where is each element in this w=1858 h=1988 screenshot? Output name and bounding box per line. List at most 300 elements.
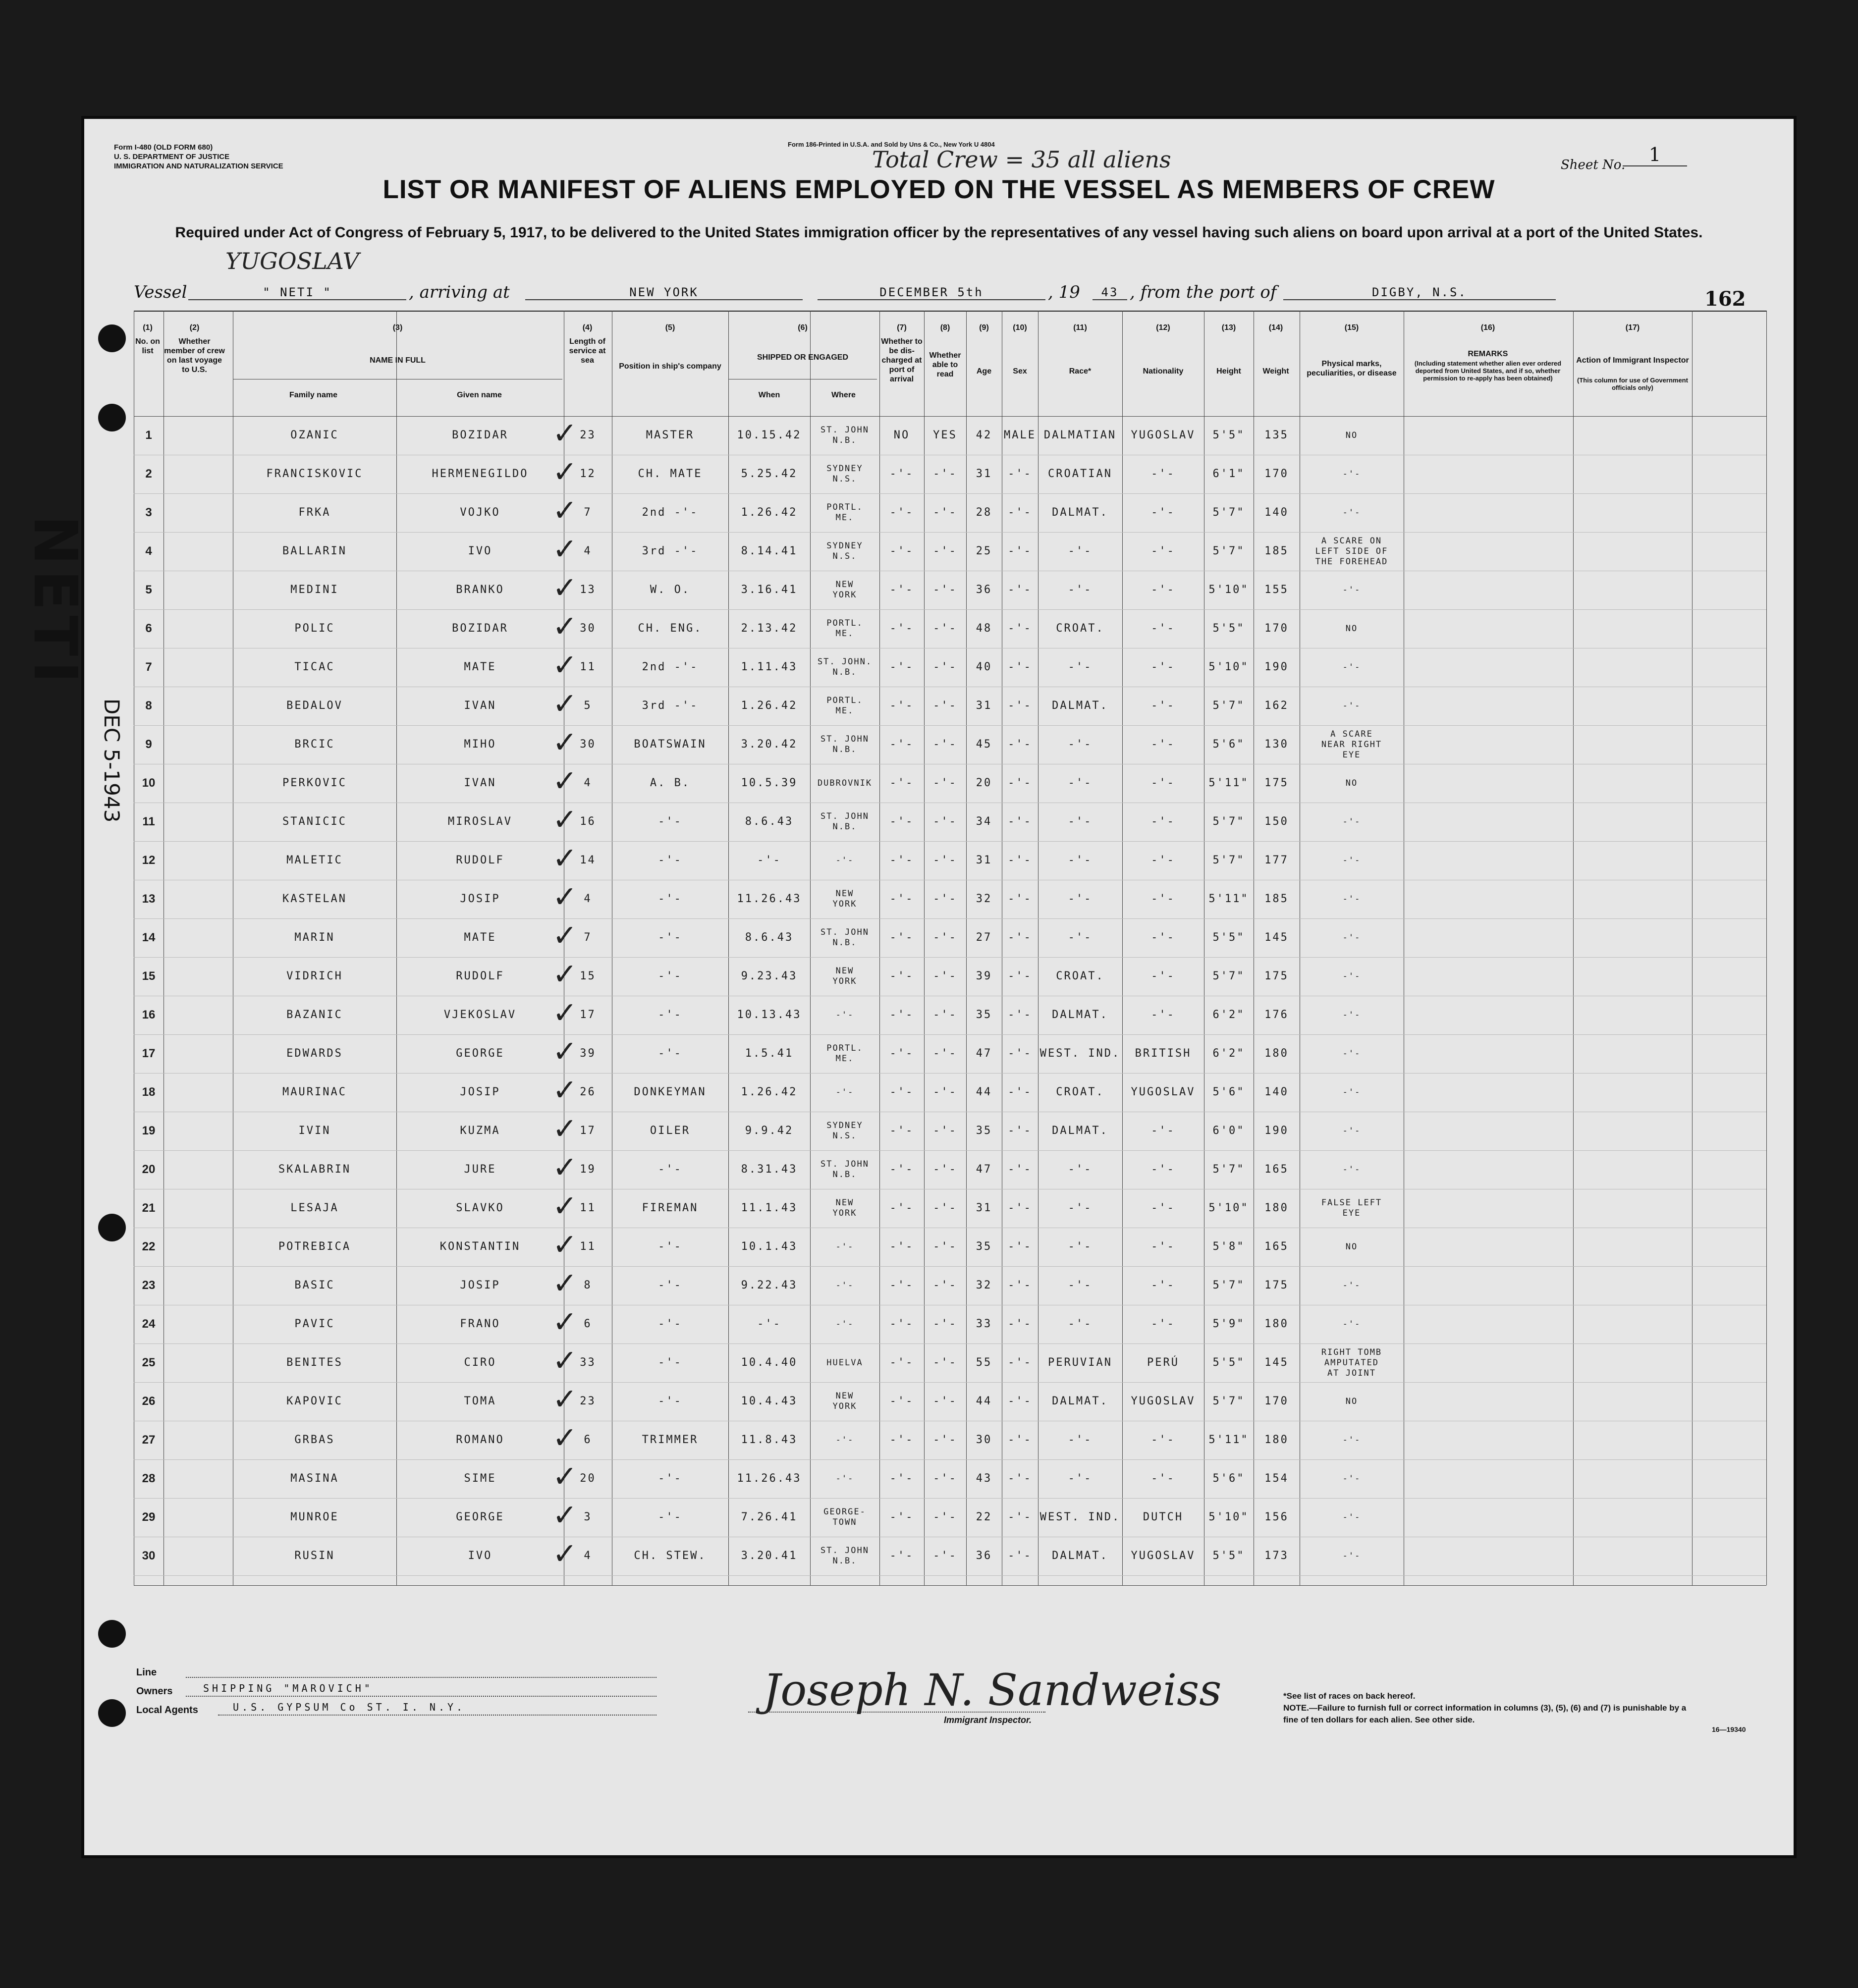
col-17-number: (17)	[1625, 323, 1640, 332]
cell-family: PAVIC	[294, 1318, 335, 1330]
table-row	[134, 918, 1766, 957]
cell-service: 4	[584, 893, 592, 905]
races-note: *See list of races on back hereof.	[1283, 1691, 1416, 1701]
cell-read: YES	[933, 429, 957, 441]
cell-position: FIREMAN	[642, 1202, 699, 1214]
cell-discharged: -'-	[889, 1395, 914, 1407]
cell-nationality: -'-	[1151, 931, 1175, 944]
cell-position: -'-	[658, 854, 682, 866]
cell-position: TRIMMER	[642, 1434, 699, 1446]
vessel-label: Vessel	[134, 282, 187, 302]
cell-family: LESAJA	[290, 1202, 339, 1214]
cell-given: GEORGE	[456, 1511, 504, 1523]
cell-read: -'-	[933, 661, 957, 673]
table-row	[134, 687, 1766, 725]
form-identifier	[114, 143, 283, 171]
cell-race: CROAT.	[1056, 970, 1104, 982]
cell-marks: NO	[1345, 623, 1358, 634]
cell-age: 31	[976, 468, 992, 480]
cell-nationality: -'-	[1151, 545, 1175, 557]
cell-race: -'-	[1068, 584, 1093, 596]
table-row	[134, 455, 1766, 493]
col-16-number: (16)	[1480, 323, 1495, 332]
form-id-line-3: IMMIGRATION AND NATURALIZATION SERVICE	[114, 162, 283, 170]
cell-race: CROAT.	[1056, 1086, 1104, 1098]
cell-read: -'-	[933, 1202, 957, 1214]
cell-family: MALETIC	[286, 854, 343, 866]
cell-marks: -'-	[1342, 585, 1361, 595]
cell-given: BRANKO	[456, 584, 504, 596]
col-6b-header: Where	[831, 391, 856, 399]
table-row	[134, 725, 1766, 764]
col-10-header: Sex	[1013, 367, 1027, 376]
cell-read: -'-	[933, 1086, 957, 1098]
cell-given: VJEKOSLAV	[443, 1009, 517, 1021]
cell-when: 11.26.43	[737, 893, 802, 905]
cell-read: -'-	[933, 1550, 957, 1562]
col-9-number: (9)	[979, 323, 989, 332]
table-row	[134, 1112, 1766, 1150]
cell-discharged: -'-	[889, 1356, 914, 1369]
checkmark-icon: ✓	[552, 493, 578, 528]
cell-read: -'-	[933, 699, 957, 712]
cell-race: DALMAT.	[1052, 1550, 1108, 1562]
cell-weight: 145	[1264, 931, 1289, 944]
cell-weight: 170	[1264, 622, 1289, 635]
cell-sex: -'-	[1008, 1356, 1032, 1369]
cell-no: 30	[142, 1549, 156, 1562]
cell-no: 3	[145, 506, 152, 519]
cell-when: 11.8.43	[741, 1434, 798, 1446]
col-14-number: (14)	[1268, 323, 1283, 332]
cell-weight: 175	[1264, 970, 1289, 982]
cell-sex: -'-	[1008, 545, 1032, 557]
cell-weight: 140	[1264, 1086, 1289, 1098]
cell-no: 2	[145, 467, 152, 481]
cell-height: 5'7"	[1212, 545, 1245, 557]
cell-weight: 165	[1264, 1240, 1289, 1253]
cell-weight: 180	[1264, 1202, 1289, 1214]
cell-age: 55	[976, 1356, 992, 1369]
cell-marks: -'-	[1342, 700, 1361, 711]
cell-where: -'-	[835, 1010, 854, 1020]
cell-position: MASTER	[646, 429, 695, 441]
cell-when: 3.20.42	[741, 738, 798, 751]
cell-service: 3	[584, 1511, 592, 1523]
cell-height: 5'9"	[1212, 1318, 1245, 1330]
cell-family: POLIC	[294, 622, 335, 635]
cell-read: -'-	[933, 738, 957, 751]
col-4-number: (4)	[582, 323, 593, 332]
cell-position: DONKEYMAN	[634, 1086, 707, 1098]
checkmark-icon: ✓	[552, 880, 578, 914]
cell-race: DALMAT.	[1052, 699, 1108, 712]
cell-family: MARIN	[294, 931, 335, 944]
cell-when: 8.6.43	[745, 815, 794, 828]
cell-service: 4	[584, 1550, 592, 1562]
cell-family: STANICIC	[282, 815, 347, 828]
cell-nationality: -'-	[1151, 970, 1175, 982]
cell-service: 15	[580, 970, 596, 982]
cell-sex: -'-	[1008, 738, 1032, 751]
cell-position: -'-	[658, 931, 682, 944]
cell-given: RUDOLF	[456, 970, 504, 982]
table-row	[134, 1382, 1766, 1421]
checkmark-icon: ✓	[552, 1305, 578, 1340]
cell-position: -'-	[658, 1279, 682, 1291]
cell-service: 4	[584, 777, 592, 789]
cell-marks: NO	[1345, 778, 1358, 788]
owners-value-line	[186, 1696, 656, 1697]
table-row	[134, 416, 1766, 455]
checkmark-icon: ✓	[552, 416, 578, 451]
checkmark-icon: ✓	[552, 996, 578, 1030]
cell-race: DALMAT.	[1052, 506, 1108, 519]
cell-when: 10.13.43	[737, 1009, 802, 1021]
cell-discharged: -'-	[889, 1511, 914, 1523]
cell-where: -'-	[835, 1319, 854, 1329]
cell-when: 10.4.40	[741, 1356, 798, 1369]
footnotes	[1283, 1690, 1699, 1726]
cell-marks: NO	[1345, 430, 1358, 440]
cell-weight: 140	[1264, 506, 1289, 519]
cell-discharged: -'-	[889, 1472, 914, 1485]
table-row	[134, 648, 1766, 687]
cell-discharged: -'-	[889, 815, 914, 828]
cell-given: MATE	[464, 931, 496, 944]
cell-weight: 180	[1264, 1318, 1289, 1330]
cell-where: ST. JOHN. N.B.	[817, 657, 873, 677]
cell-marks: A SCARE ON LEFT SIDE OF THE FOREHEAD	[1315, 536, 1388, 567]
vessel-name: " NETI "	[188, 285, 406, 300]
cell-race: -'-	[1068, 777, 1093, 789]
cell-nationality: -'-	[1151, 1434, 1175, 1446]
cell-weight: 180	[1264, 1434, 1289, 1446]
cell-marks: -'-	[1342, 1126, 1361, 1136]
cell-nationality: YUGOSLAV	[1131, 1550, 1196, 1562]
cell-sex: -'-	[1008, 1125, 1032, 1137]
cell-position: -'-	[658, 1047, 682, 1060]
cell-when: 2.13.42	[741, 622, 798, 635]
cell-where: NEW YORK	[832, 580, 857, 600]
col-11-number: (11)	[1073, 323, 1087, 332]
cell-marks: -'-	[1342, 855, 1361, 865]
cell-no: 20	[142, 1163, 156, 1176]
cell-position: -'-	[658, 815, 682, 828]
cell-read: -'-	[933, 931, 957, 944]
cell-discharged: -'-	[889, 506, 914, 519]
cell-given: JOSIP	[460, 1086, 500, 1098]
cell-sex: MALE	[1004, 429, 1036, 441]
cell-sex: -'-	[1008, 1086, 1032, 1098]
agents-value-line	[218, 1715, 656, 1716]
cell-sex: -'-	[1008, 506, 1032, 519]
checkmark-icon: ✓	[552, 1266, 578, 1301]
year-suffix: 43	[1093, 285, 1127, 300]
cell-where: SYDNEY N.S.	[826, 541, 863, 561]
cell-nationality: -'-	[1151, 738, 1175, 751]
cell-no: 19	[142, 1124, 156, 1137]
cell-race: DALMATIAN	[1043, 429, 1117, 441]
cell-family: BEDALOV	[286, 699, 343, 712]
cell-age: 32	[976, 1279, 992, 1291]
cell-where: GEORGE- TOWN	[823, 1507, 866, 1527]
cell-service: 4	[584, 545, 592, 557]
checkmark-icon: ✓	[552, 1498, 578, 1533]
cell-height: 5'5"	[1212, 1356, 1245, 1369]
cell-service: 17	[580, 1125, 596, 1137]
cell-service: 13	[580, 584, 596, 596]
cell-given: FRANO	[460, 1318, 500, 1330]
cell-service: 17	[580, 1009, 596, 1021]
page-number: 162	[1704, 287, 1746, 311]
table-row	[134, 803, 1766, 841]
cell-given: HERMENEGILDO	[432, 468, 529, 480]
year-prefix: , 19	[1048, 282, 1080, 302]
cell-family: POTREBICA	[278, 1240, 351, 1253]
col-5-number: (5)	[665, 323, 675, 332]
cell-family: MEDINI	[290, 584, 339, 596]
cell-service: 11	[580, 1240, 596, 1253]
cell-service: 11	[580, 661, 596, 673]
cell-family: MUNROE	[290, 1511, 339, 1523]
checkmark-icon: ✓	[552, 1421, 578, 1455]
cell-position: A. B.	[650, 777, 691, 789]
cell-no: 10	[142, 776, 156, 790]
cell-no: 12	[142, 854, 156, 867]
table-row	[134, 1305, 1766, 1343]
cell-position: BOATSWAIN	[634, 738, 707, 751]
cell-discharged: -'-	[889, 1163, 914, 1176]
checkmark-icon: ✓	[552, 918, 578, 953]
cell-service: 11	[580, 1202, 596, 1214]
cell-sex: -'-	[1008, 622, 1032, 635]
cell-height: 5'7"	[1212, 815, 1245, 828]
cell-height: 5'7"	[1212, 970, 1245, 982]
cell-no: 7	[145, 660, 152, 674]
cell-given: SIME	[464, 1472, 496, 1485]
cell-marks: -'-	[1342, 507, 1361, 518]
cell-where: PORTL. ME.	[826, 696, 863, 716]
cell-position: -'-	[658, 1163, 682, 1176]
checkmark-icon: ✓	[552, 1382, 578, 1417]
cell-discharged: -'-	[889, 1240, 914, 1253]
col-6a-header: When	[758, 391, 780, 399]
cell-race: -'-	[1068, 1202, 1093, 1214]
cell-where: -'-	[835, 1435, 854, 1445]
cell-position: 2nd -'-	[642, 661, 699, 673]
cell-discharged: -'-	[889, 1009, 914, 1021]
nationality-note: YUGOSLAV	[225, 248, 359, 274]
cell-when: 3.16.41	[741, 584, 798, 596]
cell-read: -'-	[933, 1009, 957, 1021]
cell-service: 39	[580, 1047, 596, 1060]
cell-nationality: -'-	[1151, 1125, 1175, 1137]
cell-when: 3.20.41	[741, 1550, 798, 1562]
cell-discharged: -'-	[889, 1202, 914, 1214]
form-id-line-2: U. S. DEPARTMENT OF JUSTICE	[114, 153, 230, 161]
cell-weight: 135	[1264, 429, 1289, 441]
table-row	[134, 1189, 1766, 1228]
cell-where: NEW YORK	[832, 1198, 857, 1218]
cell-age: 35	[976, 1240, 992, 1253]
cell-marks: -'-	[1342, 469, 1361, 479]
col-16-header: REMARKS	[1468, 350, 1508, 358]
cell-read: -'-	[933, 584, 957, 596]
printer-note: Form 186-Printed in U.S.A. and Sold by Uns & Co., New York U 4804	[788, 141, 995, 148]
cell-discharged: -'-	[889, 1125, 914, 1137]
cell-when: 9.9.42	[745, 1125, 794, 1137]
cell-position: CH. STEW.	[634, 1550, 707, 1562]
cell-nationality: -'-	[1151, 777, 1175, 789]
cell-when: 8.31.43	[741, 1163, 798, 1176]
cell-given: ROMANO	[456, 1434, 504, 1446]
vessel-line	[134, 277, 1769, 302]
col-2-header: Whether member of crew on last voyage to U.S.	[164, 337, 225, 374]
cell-race: DALMAT.	[1052, 1009, 1108, 1021]
cell-service: 19	[580, 1163, 596, 1176]
cell-age: 20	[976, 777, 992, 789]
col-15-number: (15)	[1344, 323, 1359, 332]
cell-no: 25	[142, 1356, 156, 1369]
cell-age: 36	[976, 1550, 992, 1562]
cell-weight: 150	[1264, 815, 1289, 828]
col-8-header: Whether able to read	[929, 351, 961, 378]
cell-sex: -'-	[1008, 1511, 1032, 1523]
cell-when: 10.5.39	[741, 777, 798, 789]
cell-when: 11.26.43	[737, 1472, 802, 1485]
checkmark-icon: ✓	[552, 764, 578, 799]
table-row	[134, 1150, 1766, 1189]
cell-read: -'-	[933, 1434, 957, 1446]
cell-given: GEORGE	[456, 1047, 504, 1060]
checkmark-icon: ✓	[552, 609, 578, 644]
cell-no: 29	[142, 1510, 156, 1524]
cell-marks: -'-	[1342, 1319, 1361, 1329]
cell-sex: -'-	[1008, 1550, 1032, 1562]
cell-nationality: -'-	[1151, 1472, 1175, 1485]
col-3-header: NAME IN FULL	[370, 356, 426, 365]
cell-service: 30	[580, 622, 596, 635]
checkmark-icon: ✓	[552, 1459, 578, 1494]
col-3a-header: Family name	[289, 391, 337, 399]
cell-sex: -'-	[1008, 1434, 1032, 1446]
table-row	[134, 764, 1766, 803]
cell-given: JURE	[464, 1163, 496, 1176]
cell-nationality: -'-	[1151, 506, 1175, 519]
cell-service: 23	[580, 1395, 596, 1407]
cell-service: 6	[584, 1318, 592, 1330]
table-row	[134, 1266, 1766, 1305]
checkmark-icon: ✓	[552, 1537, 578, 1571]
cell-marks: A SCARE NEAR RIGHT EYE	[1321, 729, 1382, 760]
cell-position: OILER	[650, 1125, 691, 1137]
cell-given: KUZMA	[460, 1125, 500, 1137]
cell-marks: -'-	[1342, 1280, 1361, 1290]
cell-nationality: -'-	[1151, 1240, 1175, 1253]
cell-sex: -'-	[1008, 584, 1032, 596]
cell-age: 28	[976, 506, 992, 519]
cell-sex: -'-	[1008, 661, 1032, 673]
col-7-number: (7)	[897, 323, 907, 332]
cell-race: -'-	[1068, 1318, 1093, 1330]
cell-where: -'-	[835, 1241, 854, 1252]
cell-age: 36	[976, 584, 992, 596]
from-port: DIGBY, N.S.	[1283, 285, 1556, 300]
cell-marks: NO	[1345, 1241, 1358, 1252]
cell-when: 1.26.42	[741, 699, 798, 712]
cell-given: KONSTANTIN	[439, 1240, 521, 1253]
cell-family: RUSIN	[294, 1550, 335, 1562]
checkmark-icon: ✓	[552, 1073, 578, 1108]
cell-weight: 165	[1264, 1163, 1289, 1176]
cell-height: 6'1"	[1212, 468, 1245, 480]
cell-marks: NO	[1345, 1396, 1358, 1406]
cell-family: MAURINAC	[282, 1086, 347, 1098]
cell-nationality: -'-	[1151, 661, 1175, 673]
cell-nationality: -'-	[1151, 468, 1175, 480]
cell-nationality: BRITISH	[1135, 1047, 1192, 1060]
cell-position: -'-	[658, 1356, 682, 1369]
cell-height: 5'6"	[1212, 1472, 1245, 1485]
sheet-label: Sheet No.	[1561, 158, 1626, 172]
cell-position: CH. ENG.	[638, 622, 703, 635]
cell-when: 9.23.43	[741, 970, 798, 982]
cell-read: -'-	[933, 1395, 957, 1407]
cell-weight: 170	[1264, 468, 1289, 480]
cell-discharged: -'-	[889, 738, 914, 751]
col-9-header: Age	[976, 367, 992, 376]
cell-no: 9	[145, 738, 152, 751]
cell-when: 5.25.42	[741, 468, 798, 480]
cell-family: GRBAS	[294, 1434, 335, 1446]
cell-service: 5	[584, 699, 592, 712]
cell-given: IVO	[468, 1550, 492, 1562]
col-1-header: No. on list	[135, 337, 160, 355]
cell-read: -'-	[933, 468, 957, 480]
penalty-note: NOTE.—Failure to furnish full or correct information in columns (3), (5), (6) and (7) is punishable by a fine of ten dollars for each alien. See other side.	[1283, 1703, 1687, 1724]
cell-race: -'-	[1068, 545, 1093, 557]
cell-discharged: -'-	[889, 622, 914, 635]
col-4-header: Length of service at sea	[569, 337, 606, 365]
cell-service: 26	[580, 1086, 596, 1098]
cell-weight: 145	[1264, 1356, 1289, 1369]
cell-race: -'-	[1068, 738, 1093, 751]
cell-discharged: -'-	[889, 661, 914, 673]
cell-nationality: -'-	[1151, 1279, 1175, 1291]
cell-weight: 176	[1264, 1009, 1289, 1021]
cell-sex: -'-	[1008, 1240, 1032, 1253]
cell-sex: -'-	[1008, 699, 1032, 712]
binder-hole	[98, 324, 126, 352]
cell-race: -'-	[1068, 661, 1093, 673]
cell-age: 32	[976, 893, 992, 905]
agents-value: U.S. GYPSUM Co ST. I. N.Y.	[233, 1701, 466, 1713]
cell-position: W. O.	[650, 584, 691, 596]
cell-position: -'-	[658, 1318, 682, 1330]
cell-height: 5'10"	[1208, 1511, 1249, 1523]
cell-when: 9.22.43	[741, 1279, 798, 1291]
inspector-label: Immigrant Inspector.	[944, 1715, 1032, 1725]
col-16-subheader: (Including statement whether alien ever ordered deported from United States, and if so, whether permission to re-apply has been obtained)	[1414, 360, 1562, 382]
cell-age: 44	[976, 1086, 992, 1098]
cell-weight: 155	[1264, 584, 1289, 596]
cell-position: -'-	[658, 1472, 682, 1485]
col-11-header: Race*	[1069, 367, 1092, 376]
checkmark-icon: ✓	[552, 1034, 578, 1069]
cell-where: NEW YORK	[832, 889, 857, 909]
cell-no: 17	[142, 1047, 156, 1060]
